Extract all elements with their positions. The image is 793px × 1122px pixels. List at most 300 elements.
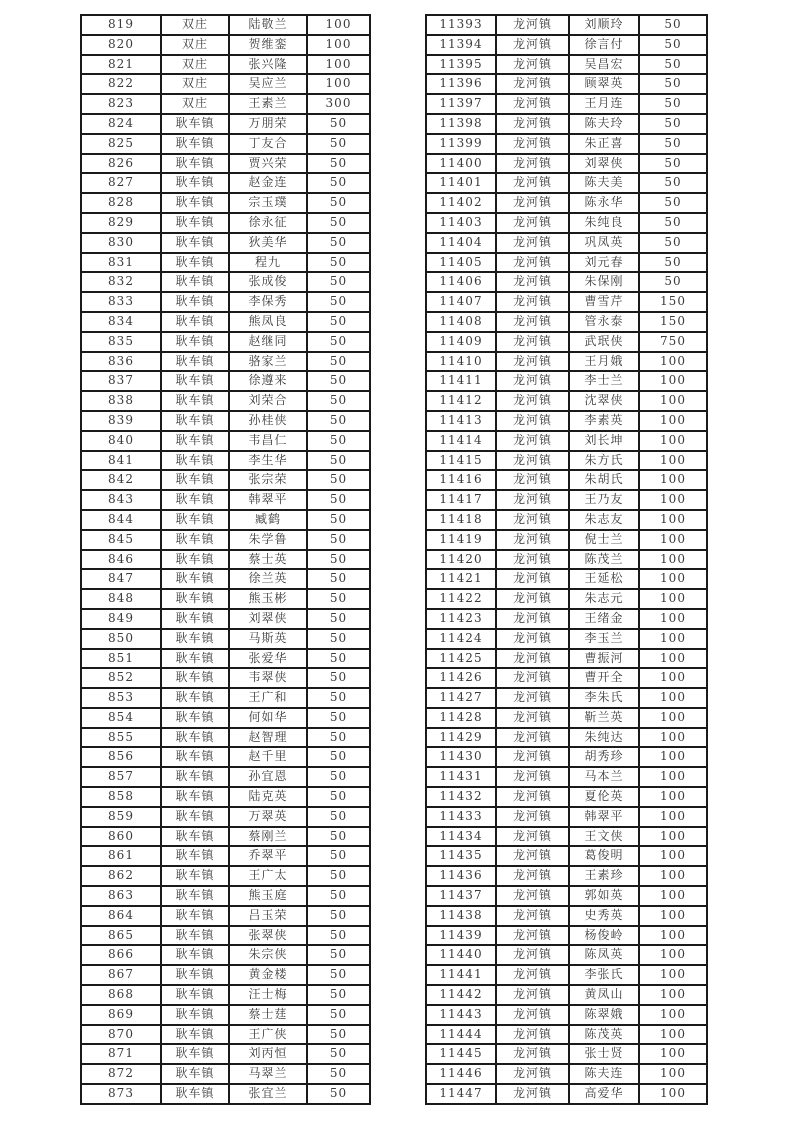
table-row <box>426 827 707 847</box>
table-row <box>81 1005 370 1025</box>
person-name-cell: 骆家兰 <box>229 352 307 372</box>
person-name-cell: 韩翠平 <box>229 490 307 510</box>
amount-cell: 100 <box>639 530 707 550</box>
town-cell: 耿车镇 <box>161 965 229 985</box>
person-name-cell: 蔡刚兰 <box>229 827 307 847</box>
town-cell: 耿车镇 <box>161 926 229 946</box>
person-name-cell: 朱学鲁 <box>229 530 307 550</box>
town-cell: 龙河镇 <box>496 708 569 728</box>
town-cell: 耿车镇 <box>161 352 229 372</box>
town-cell: 耿车镇 <box>161 688 229 708</box>
person-name-cell: 刘顺玲 <box>569 15 639 35</box>
serial-cell: 828 <box>81 193 161 213</box>
table-row <box>81 846 370 866</box>
town-cell: 耿车镇 <box>161 253 229 273</box>
serial-cell: 825 <box>81 134 161 154</box>
serial-cell: 11437 <box>426 886 496 906</box>
person-name-cell: 刘元春 <box>569 253 639 273</box>
town-cell: 龙河镇 <box>496 352 569 372</box>
table-row <box>426 391 707 411</box>
serial-cell: 11434 <box>426 827 496 847</box>
town-cell: 龙河镇 <box>496 1005 569 1025</box>
person-name-cell: 曹雪芹 <box>569 292 639 312</box>
amount-cell: 50 <box>307 292 370 312</box>
person-name-cell: 马斯英 <box>229 629 307 649</box>
town-cell: 耿车镇 <box>161 589 229 609</box>
serial-cell: 11441 <box>426 965 496 985</box>
table-row <box>426 945 707 965</box>
amount-cell: 100 <box>307 55 370 75</box>
person-name-cell: 李玉兰 <box>569 629 639 649</box>
town-cell: 耿车镇 <box>161 747 229 767</box>
town-cell: 龙河镇 <box>496 55 569 75</box>
serial-cell: 844 <box>81 510 161 530</box>
town-cell: 龙河镇 <box>496 74 569 94</box>
amount-cell: 100 <box>639 747 707 767</box>
amount-cell: 50 <box>307 569 370 589</box>
serial-cell: 11415 <box>426 451 496 471</box>
person-name-cell: 孙宜恩 <box>229 767 307 787</box>
table-row <box>81 94 370 114</box>
town-cell: 耿车镇 <box>161 391 229 411</box>
table-row <box>81 312 370 332</box>
table-row <box>81 1025 370 1045</box>
serial-cell: 11428 <box>426 708 496 728</box>
serial-cell: 830 <box>81 233 161 253</box>
town-cell: 耿车镇 <box>161 866 229 886</box>
town-cell: 龙河镇 <box>496 173 569 193</box>
town-cell: 龙河镇 <box>496 866 569 886</box>
town-cell: 龙河镇 <box>496 747 569 767</box>
amount-cell: 50 <box>307 213 370 233</box>
table-row <box>81 332 370 352</box>
person-name-cell: 高爱华 <box>569 1084 639 1104</box>
town-cell: 耿车镇 <box>161 906 229 926</box>
person-name-cell: 马本兰 <box>569 767 639 787</box>
serial-cell: 11405 <box>426 253 496 273</box>
table-row <box>426 569 707 589</box>
person-name-cell: 史秀英 <box>569 906 639 926</box>
table-row <box>426 292 707 312</box>
person-name-cell: 汪士梅 <box>229 985 307 1005</box>
town-cell: 龙河镇 <box>496 926 569 946</box>
serial-cell: 863 <box>81 886 161 906</box>
table-row <box>426 94 707 114</box>
table-row <box>81 431 370 451</box>
serial-cell: 11403 <box>426 213 496 233</box>
donation-table-right <box>425 14 708 1105</box>
serial-cell: 11410 <box>426 352 496 372</box>
person-name-cell: 张兴隆 <box>229 55 307 75</box>
town-cell: 龙河镇 <box>496 431 569 451</box>
person-name-cell: 程九 <box>229 253 307 273</box>
serial-cell: 868 <box>81 985 161 1005</box>
person-name-cell: 沈翠侠 <box>569 391 639 411</box>
table-row <box>81 609 370 629</box>
serial-cell: 821 <box>81 55 161 75</box>
amount-cell: 50 <box>307 530 370 550</box>
serial-cell: 11412 <box>426 391 496 411</box>
table-row <box>426 906 707 926</box>
table-row <box>81 906 370 926</box>
amount-cell: 100 <box>639 431 707 451</box>
serial-cell: 11438 <box>426 906 496 926</box>
table-row <box>81 767 370 787</box>
person-name-cell: 黄凤山 <box>569 985 639 1005</box>
town-cell: 龙河镇 <box>496 767 569 787</box>
person-name-cell: 黄金楼 <box>229 965 307 985</box>
table-row <box>81 15 370 35</box>
amount-cell: 50 <box>307 193 370 213</box>
table-row <box>81 985 370 1005</box>
town-cell: 耿车镇 <box>161 1025 229 1045</box>
town-cell: 龙河镇 <box>496 411 569 431</box>
amount-cell: 50 <box>307 886 370 906</box>
town-cell: 龙河镇 <box>496 371 569 391</box>
amount-cell: 100 <box>639 1025 707 1045</box>
serial-cell: 11409 <box>426 332 496 352</box>
town-cell: 龙河镇 <box>496 292 569 312</box>
amount-cell: 50 <box>307 451 370 471</box>
table-row <box>81 391 370 411</box>
table-row <box>81 728 370 748</box>
amount-cell: 100 <box>639 1005 707 1025</box>
serial-cell: 832 <box>81 272 161 292</box>
person-name-cell: 杨俊岭 <box>569 926 639 946</box>
town-cell: 耿车镇 <box>161 827 229 847</box>
town-cell: 耿车镇 <box>161 114 229 134</box>
serial-cell: 11429 <box>426 728 496 748</box>
table-row <box>426 985 707 1005</box>
table-row <box>426 173 707 193</box>
serial-cell: 859 <box>81 807 161 827</box>
table-row <box>426 233 707 253</box>
person-name-cell: 狄美华 <box>229 233 307 253</box>
serial-cell: 11401 <box>426 173 496 193</box>
town-cell: 龙河镇 <box>496 906 569 926</box>
person-name-cell: 朱胡氏 <box>569 470 639 490</box>
person-name-cell: 王延松 <box>569 569 639 589</box>
town-cell: 龙河镇 <box>496 886 569 906</box>
person-name-cell: 李生华 <box>229 451 307 471</box>
amount-cell: 100 <box>639 451 707 471</box>
amount-cell: 50 <box>307 312 370 332</box>
person-name-cell: 朱纯良 <box>569 213 639 233</box>
amount-cell: 100 <box>639 391 707 411</box>
town-cell: 龙河镇 <box>496 470 569 490</box>
serial-cell: 11402 <box>426 193 496 213</box>
table-row <box>81 965 370 985</box>
table-row <box>81 114 370 134</box>
town-cell: 龙河镇 <box>496 589 569 609</box>
table-row <box>81 510 370 530</box>
table-row <box>81 569 370 589</box>
amount-cell: 50 <box>307 154 370 174</box>
town-cell: 双庄 <box>161 94 229 114</box>
person-name-cell: 王乃友 <box>569 490 639 510</box>
town-cell: 耿车镇 <box>161 629 229 649</box>
person-name-cell: 熊玉彬 <box>229 589 307 609</box>
town-cell: 耿车镇 <box>161 668 229 688</box>
person-name-cell: 刘荣合 <box>229 391 307 411</box>
amount-cell: 50 <box>307 945 370 965</box>
person-name-cell: 王月娥 <box>569 352 639 372</box>
amount-cell: 100 <box>639 649 707 669</box>
table-row <box>426 1025 707 1045</box>
amount-cell: 150 <box>639 292 707 312</box>
town-cell: 双庄 <box>161 35 229 55</box>
table-row <box>81 807 370 827</box>
person-name-cell: 朱纯达 <box>569 728 639 748</box>
person-name-cell: 蔡士英 <box>229 550 307 570</box>
amount-cell: 50 <box>307 431 370 451</box>
table-row <box>426 470 707 490</box>
amount-cell: 100 <box>639 846 707 866</box>
serial-cell: 819 <box>81 15 161 35</box>
amount-cell: 100 <box>639 589 707 609</box>
amount-cell: 50 <box>639 154 707 174</box>
amount-cell: 100 <box>639 490 707 510</box>
person-name-cell: 贾兴荣 <box>229 154 307 174</box>
amount-cell: 100 <box>639 411 707 431</box>
donation-table-left <box>80 14 371 1105</box>
table-row <box>81 213 370 233</box>
serial-cell: 11393 <box>426 15 496 35</box>
person-name-cell: 陈永华 <box>569 193 639 213</box>
serial-cell: 853 <box>81 688 161 708</box>
amount-cell: 100 <box>639 827 707 847</box>
table-row <box>81 589 370 609</box>
serial-cell: 829 <box>81 213 161 233</box>
table-row <box>426 15 707 35</box>
town-cell: 龙河镇 <box>496 213 569 233</box>
serial-cell: 11432 <box>426 787 496 807</box>
table-row <box>426 926 707 946</box>
serial-cell: 11417 <box>426 490 496 510</box>
amount-cell: 100 <box>639 609 707 629</box>
town-cell: 耿车镇 <box>161 1084 229 1104</box>
town-cell: 龙河镇 <box>496 649 569 669</box>
town-cell: 耿车镇 <box>161 807 229 827</box>
serial-cell: 822 <box>81 74 161 94</box>
person-name-cell: 李保秀 <box>229 292 307 312</box>
person-name-cell: 张宗荣 <box>229 470 307 490</box>
serial-cell: 11416 <box>426 470 496 490</box>
amount-cell: 50 <box>639 94 707 114</box>
table-row <box>426 332 707 352</box>
table-row <box>81 787 370 807</box>
table-row <box>81 253 370 273</box>
serial-cell: 841 <box>81 451 161 471</box>
table-row <box>81 292 370 312</box>
person-name-cell: 倪士兰 <box>569 530 639 550</box>
town-cell: 耿车镇 <box>161 154 229 174</box>
person-name-cell: 吕玉荣 <box>229 906 307 926</box>
amount-cell: 100 <box>639 886 707 906</box>
serial-cell: 11443 <box>426 1005 496 1025</box>
town-cell: 龙河镇 <box>496 1064 569 1084</box>
serial-cell: 831 <box>81 253 161 273</box>
serial-cell: 11444 <box>426 1025 496 1045</box>
amount-cell: 50 <box>307 866 370 886</box>
town-cell: 龙河镇 <box>496 688 569 708</box>
serial-cell: 848 <box>81 589 161 609</box>
serial-cell: 862 <box>81 866 161 886</box>
amount-cell: 50 <box>307 668 370 688</box>
person-name-cell: 韦翠侠 <box>229 668 307 688</box>
person-name-cell: 韦昌仁 <box>229 431 307 451</box>
table-row <box>81 1044 370 1064</box>
amount-cell: 50 <box>307 233 370 253</box>
serial-cell: 870 <box>81 1025 161 1045</box>
person-name-cell: 孙桂侠 <box>229 411 307 431</box>
town-cell: 耿车镇 <box>161 490 229 510</box>
person-name-cell: 臧鹤 <box>229 510 307 530</box>
table-row <box>426 431 707 451</box>
amount-cell: 100 <box>639 866 707 886</box>
amount-cell: 50 <box>307 352 370 372</box>
serial-cell: 837 <box>81 371 161 391</box>
table-row <box>426 134 707 154</box>
town-cell: 耿车镇 <box>161 945 229 965</box>
person-name-cell: 靳兰英 <box>569 708 639 728</box>
person-name-cell: 陈夫美 <box>569 173 639 193</box>
serial-cell: 858 <box>81 787 161 807</box>
serial-cell: 11435 <box>426 846 496 866</box>
person-name-cell: 顾翠英 <box>569 74 639 94</box>
town-cell: 耿车镇 <box>161 728 229 748</box>
table-row <box>81 827 370 847</box>
amount-cell: 100 <box>639 470 707 490</box>
town-cell: 耿车镇 <box>161 431 229 451</box>
town-cell: 龙河镇 <box>496 154 569 174</box>
amount-cell: 50 <box>307 926 370 946</box>
serial-cell: 11413 <box>426 411 496 431</box>
person-name-cell: 巩凤英 <box>569 233 639 253</box>
amount-cell: 50 <box>307 807 370 827</box>
person-name-cell: 陈夫连 <box>569 1064 639 1084</box>
person-name-cell: 刘丙恒 <box>229 1044 307 1064</box>
amount-cell: 100 <box>639 352 707 372</box>
serial-cell: 11445 <box>426 1044 496 1064</box>
serial-cell: 861 <box>81 846 161 866</box>
person-name-cell: 王素珍 <box>569 866 639 886</box>
town-cell: 龙河镇 <box>496 391 569 411</box>
serial-cell: 847 <box>81 569 161 589</box>
amount-cell: 50 <box>307 787 370 807</box>
table-row <box>426 589 707 609</box>
person-name-cell: 朱志友 <box>569 510 639 530</box>
serial-cell: 11431 <box>426 767 496 787</box>
table-row <box>426 312 707 332</box>
amount-cell: 100 <box>639 767 707 787</box>
amount-cell: 50 <box>307 1025 370 1045</box>
table-row <box>81 649 370 669</box>
town-cell: 耿车镇 <box>161 550 229 570</box>
person-name-cell: 陈茂英 <box>569 1025 639 1045</box>
amount-cell: 50 <box>639 213 707 233</box>
person-name-cell: 赵金连 <box>229 173 307 193</box>
donation-table-left-body <box>81 15 370 1104</box>
table-row <box>81 74 370 94</box>
person-name-cell: 王广太 <box>229 866 307 886</box>
amount-cell: 50 <box>307 371 370 391</box>
town-cell: 耿车镇 <box>161 411 229 431</box>
amount-cell: 50 <box>639 35 707 55</box>
table-row <box>426 787 707 807</box>
amount-cell: 50 <box>639 233 707 253</box>
person-name-cell: 葛俊明 <box>569 846 639 866</box>
town-cell: 龙河镇 <box>496 965 569 985</box>
table-row <box>81 352 370 372</box>
serial-cell: 11414 <box>426 431 496 451</box>
amount-cell: 50 <box>639 272 707 292</box>
serial-cell: 838 <box>81 391 161 411</box>
amount-cell: 100 <box>639 926 707 946</box>
serial-cell: 11407 <box>426 292 496 312</box>
serial-cell: 867 <box>81 965 161 985</box>
amount-cell: 50 <box>639 74 707 94</box>
table-row <box>426 253 707 273</box>
amount-cell: 50 <box>307 728 370 748</box>
serial-cell: 845 <box>81 530 161 550</box>
amount-cell: 100 <box>639 787 707 807</box>
table-row <box>426 352 707 372</box>
person-name-cell: 万朋荣 <box>229 114 307 134</box>
serial-cell: 11400 <box>426 154 496 174</box>
amount-cell: 50 <box>307 747 370 767</box>
town-cell: 耿车镇 <box>161 767 229 787</box>
town-cell: 耿车镇 <box>161 312 229 332</box>
table-row <box>426 114 707 134</box>
town-cell: 龙河镇 <box>496 451 569 471</box>
serial-cell: 11427 <box>426 688 496 708</box>
serial-cell: 11406 <box>426 272 496 292</box>
person-name-cell: 朱宗侠 <box>229 945 307 965</box>
table-row <box>426 213 707 233</box>
table-row <box>426 965 707 985</box>
person-name-cell: 王广侠 <box>229 1025 307 1045</box>
town-cell: 龙河镇 <box>496 1044 569 1064</box>
table-row <box>426 708 707 728</box>
person-name-cell: 贺维銮 <box>229 35 307 55</box>
town-cell: 耿车镇 <box>161 233 229 253</box>
amount-cell: 50 <box>307 253 370 273</box>
table-row <box>426 510 707 530</box>
person-name-cell: 李朱氏 <box>569 688 639 708</box>
amount-cell: 50 <box>307 827 370 847</box>
serial-cell: 840 <box>81 431 161 451</box>
town-cell: 耿车镇 <box>161 470 229 490</box>
town-cell: 双庄 <box>161 15 229 35</box>
town-cell: 龙河镇 <box>496 569 569 589</box>
amount-cell: 50 <box>307 1044 370 1064</box>
table-row <box>426 747 707 767</box>
table-row <box>426 1005 707 1025</box>
person-name-cell: 李素英 <box>569 411 639 431</box>
serial-cell: 11418 <box>426 510 496 530</box>
table-row <box>426 490 707 510</box>
serial-cell: 871 <box>81 1044 161 1064</box>
person-name-cell: 赵智理 <box>229 728 307 748</box>
serial-cell: 11421 <box>426 569 496 589</box>
town-cell: 耿车镇 <box>161 193 229 213</box>
table-row <box>426 1084 707 1104</box>
serial-cell: 833 <box>81 292 161 312</box>
amount-cell: 50 <box>639 114 707 134</box>
town-cell: 耿车镇 <box>161 787 229 807</box>
town-cell: 耿车镇 <box>161 213 229 233</box>
